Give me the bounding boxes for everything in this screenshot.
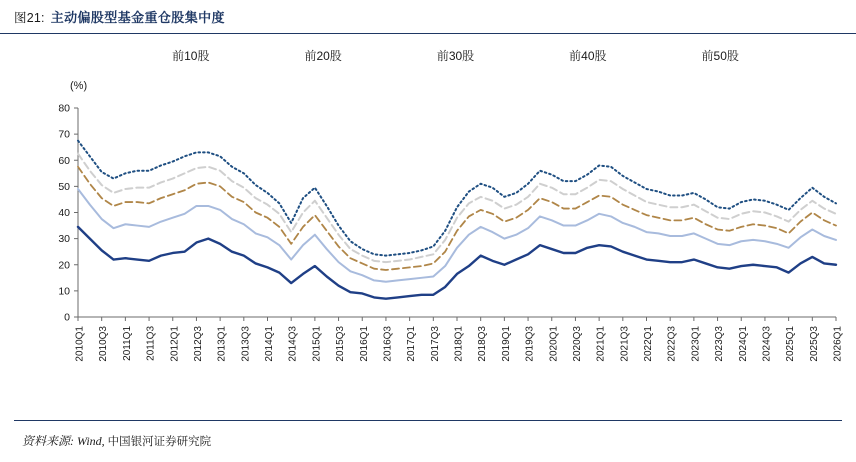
x-tick-label: 2023Q3 <box>714 326 726 362</box>
series-line <box>78 227 836 299</box>
x-tick-label: 2020Q1 <box>548 326 560 362</box>
x-tick-label: 2010Q3 <box>98 326 110 362</box>
x-tick-label: 2013Q3 <box>240 326 252 362</box>
y-tick-label: 0 <box>64 311 70 324</box>
x-tick-label: 2022Q3 <box>666 326 678 362</box>
figure-title-bar <box>0 0 856 34</box>
page-title: 主动偏股型基金重仓股集中度 <box>50 10 225 25</box>
x-tick-label: 2017Q1 <box>406 326 418 362</box>
legend-item[interactable] <box>382 47 474 64</box>
x-tick-label: 2023Q1 <box>690 326 702 362</box>
legend-label: 前10股 <box>172 48 210 63</box>
x-tick-label: 2021Q1 <box>595 326 607 362</box>
x-tick-label: 2026Q1 <box>832 326 844 362</box>
source-note <box>22 432 211 449</box>
source-prefix: 资料来源: <box>22 434 74 448</box>
x-tick-label: 2025Q3 <box>808 326 820 362</box>
legend-label: 前20股 <box>304 48 342 63</box>
x-tick-label: 2015Q1 <box>311 326 323 362</box>
line-chart-svg <box>0 72 856 372</box>
y-tick-label: 80 <box>58 102 70 115</box>
x-tick-label: 2019Q3 <box>524 326 536 362</box>
x-tick-label: 2010Q1 <box>74 326 86 362</box>
source-agency: 中国银河证券研究院 <box>107 436 212 448</box>
legend-item[interactable] <box>647 47 739 64</box>
x-tick-label: 2018Q3 <box>477 326 489 362</box>
x-tick-label: 2016Q3 <box>382 326 394 362</box>
y-tick-label: 50 <box>58 180 70 193</box>
x-tick-label: 2016Q1 <box>358 326 370 362</box>
y-tick-label: 10 <box>58 285 70 298</box>
legend-item[interactable] <box>117 47 209 64</box>
x-tick-label: 2024Q1 <box>737 326 749 362</box>
y-axis-unit-label: (%) <box>70 80 88 92</box>
x-tick-label: 2012Q3 <box>192 326 204 362</box>
legend-label: 前50股 <box>701 48 739 63</box>
y-tick-label: 20 <box>58 259 70 272</box>
footer-divider <box>14 420 842 421</box>
x-tick-label: 2011Q1 <box>121 326 133 361</box>
x-tick-label: 2025Q1 <box>785 326 797 362</box>
series-line <box>78 141 836 256</box>
x-tick-label: 2021Q3 <box>619 326 631 362</box>
y-tick-label: 70 <box>58 128 70 141</box>
x-tick-label: 2011Q3 <box>145 326 157 361</box>
y-tick-label: 40 <box>58 207 70 220</box>
x-tick-label: 2017Q3 <box>429 326 441 362</box>
x-tick-label: 2020Q3 <box>571 326 583 362</box>
y-tick-label: 30 <box>58 233 70 246</box>
x-tick-label: 2019Q1 <box>500 326 512 362</box>
legend-label: 前30股 <box>436 48 475 63</box>
chart-plot-area <box>0 72 856 372</box>
x-tick-label: 2022Q1 <box>643 326 654 362</box>
chart-legend <box>0 44 856 66</box>
figure-number: 图21: <box>14 10 45 25</box>
x-tick-label: 2014Q3 <box>287 326 299 362</box>
x-tick-label: 2012Q1 <box>169 326 181 362</box>
x-tick-label: 2018Q1 <box>453 326 465 362</box>
x-tick-label: 2024Q3 <box>761 326 773 362</box>
x-tick-label: 2014Q1 <box>264 326 275 362</box>
x-tick-label: 2015Q3 <box>335 326 347 362</box>
y-tick-label: 60 <box>58 154 70 167</box>
x-tick-label: 2013Q1 <box>216 326 228 362</box>
source-wind: Wind, <box>77 434 105 448</box>
legend-item[interactable] <box>249 47 341 64</box>
legend-label: 前40股 <box>569 48 607 63</box>
legend-item[interactable] <box>514 47 606 64</box>
